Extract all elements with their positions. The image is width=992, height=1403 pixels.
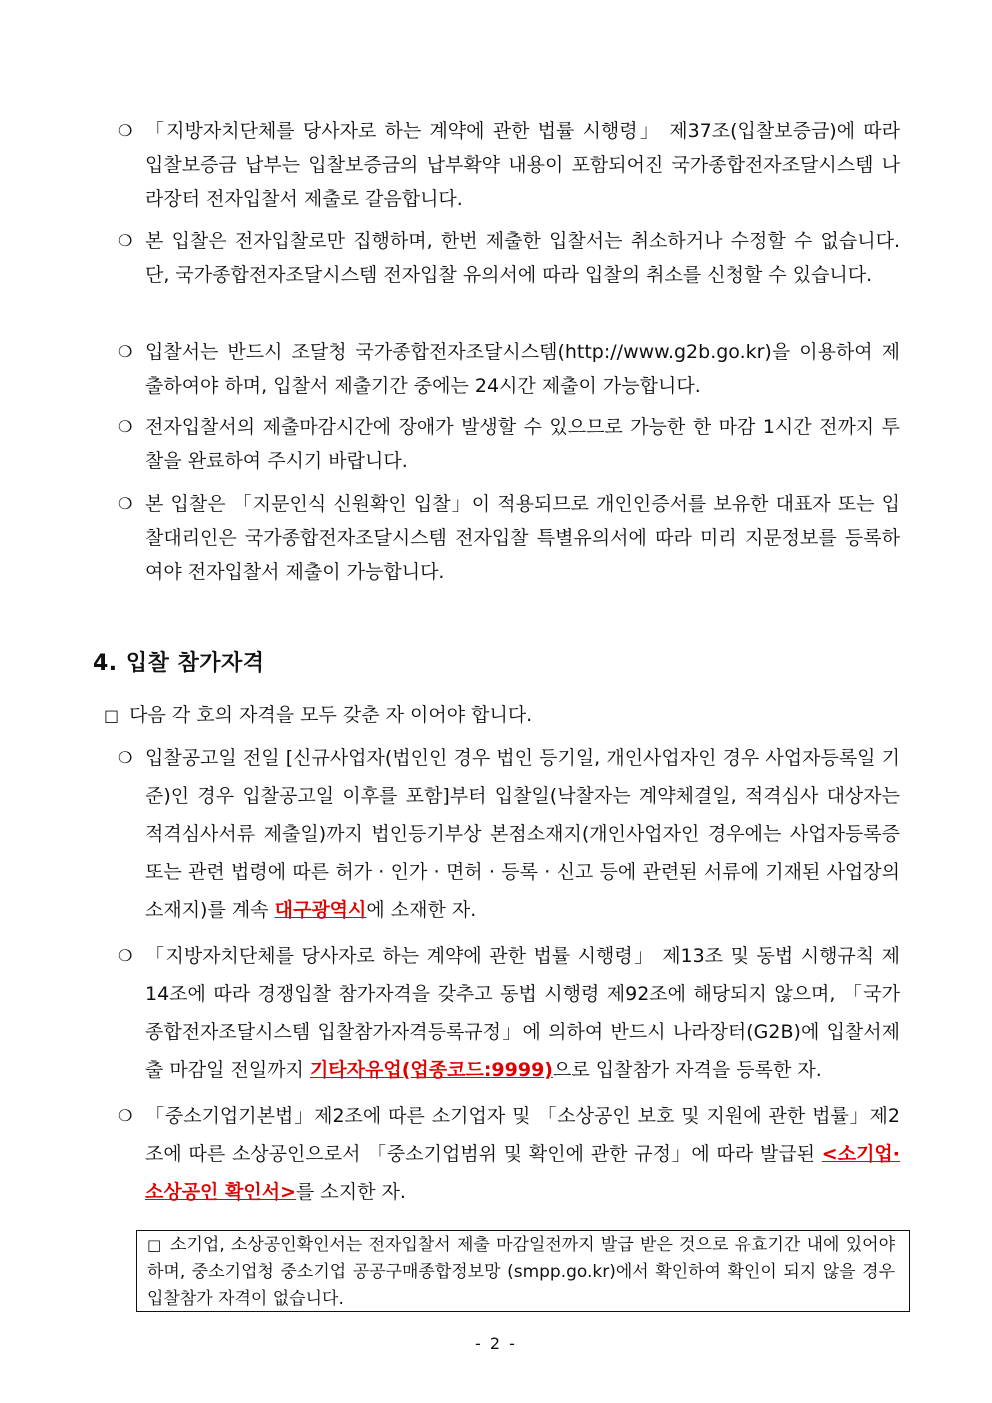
bullet-location-requirement [118,739,900,929]
circle-bullet-icon: ❍ [118,494,133,513]
bullet-electronic-only [118,224,900,292]
square-bullet-icon: □ [104,706,120,725]
circle-bullet-icon: ❍ [118,417,133,436]
note-box [136,1230,910,1312]
bullet-text: 「지방자치단체를 당사자로 하는 계약에 관한 법률 시행령」 제13조 및 동법 시행규칙 제14조에 따라 경쟁입찰 참가자격을 갖추고 동법 시행령 제92조에 해당되지 않으며, 「국가종합전자조달시스템 입찰참가자격등록규정」에 의하여 반드시 나라장터(G2B)에 입찰서제출 마감일 전일까지 기타자유업(업종코드:9999)으로 입찰참가 자격을 등록한 자. [145,945,900,1081]
circle-bullet-icon: ❍ [118,121,133,140]
bullet-text: 전자입찰서의 제출마감시간에 장애가 발생할 수 있으므로 가능한 한 마감 1시간 전까지 투찰을 완료하여 주시기 바랍니다. [145,416,900,472]
bullet-fingerprint [118,487,900,589]
section-heading: 4. 입찰 참가자격 [93,651,265,676]
bullet-text: 본 입찰은 전자입찰로만 집행하며, 한번 제출한 입찰서는 취소하거나 수정할 수 없습니다. 단, 국가종합전자조달시스템 전자입찰 유의서에 따라 입찰의 취소를 신청할 수 있습니다. [145,230,900,286]
bullet-text: 「중소기업기본법」제2조에 따른 소기업자 및 「소상공인 보호 및 지원에 관한 법률」제2조에 따른 소상공인으로서 「중소기업범위 및 확인에 관한 규정」에 따라 발급된 <소기업·소상공인 확인서>를 소지한 자. [145,1105,900,1203]
circle-bullet-icon: ❍ [118,946,133,965]
highlight-certificate: <소기업·소상공인 확인서> [145,1143,900,1203]
page-number: - 2 - [475,1334,517,1353]
square-bullet-icon: □ [147,1236,163,1254]
circle-bullet-icon: ❍ [118,231,133,250]
circle-bullet-icon: ❍ [118,1106,133,1125]
circle-bullet-icon: ❍ [118,342,133,361]
section-intro [104,698,532,733]
bullet-text: 본 입찰은 「지문인식 신원확인 입찰」이 적용되므로 개인인증서를 보유한 대표자 또는 입찰대리인은 국가종합전자조달시스템 전자입찰 특별유의서에 따라 미리 지문정보를 등록하여야 전자입찰서 제출이 가능합니다. [145,493,900,583]
bullet-text: 「지방자치단체를 당사자로 하는 계약에 관한 법률 시행령」 제37조(입찰보증금)에 따라 입찰보증금 납부는 입찰보증금의 납부확약 내용이 포함되어진 국가종합전자조달시스템 나라장터 전자입찰서 제출로 갈음합니다. [145,120,900,210]
bullet-small-business-requirement [118,1097,900,1211]
bullet-text: 입찰공고일 전일 [신규사업자(법인인 경우 법인 등기일, 개인사업자인 경우 사업자등록일 기준)인 경우 입찰공고일 이후를 포함]부터 입찰일(낙찰자는 계약체결일, 적격심사 대상자는 적격심사서류 제출일)까지 법인등기부상 본점소재지(개인사업자인 경우에는 사업자등록증 또는 관련 법령에 따른 허가 · 인가 · 면허 · 등록 · 신고 등에 관련된 서류에 기재된 사업장의 소재지)를 계속 대구광역시에 소재한 자. [145,747,900,921]
bullet-bid-deposit [118,114,900,216]
circle-bullet-icon: ❍ [118,748,133,767]
note-text: 소기업, 소상공인확인서는 전자입찰서 제출 마감일전까지 발급 받은 것으로 유효기간 내에 있어야 하며, 중소기업청 중소기업 공공구매종합정보망 (smpp.go.kr)에서 확인하여 확인이 되지 않을 경우 입찰참가 자격이 없습니다. [147,1235,895,1309]
highlight-region: 대구광역시 [274,899,367,921]
bullet-submission-site [118,335,900,403]
bullet-registration-requirement [118,937,900,1089]
bullet-deadline-advice [118,410,900,478]
highlight-industry-code: 기타자유업(업종코드:9999) [309,1059,553,1081]
bullet-text: 입찰서는 반드시 조달청 국가종합전자조달시스템(http://www.g2b.go.kr)을 이용하여 제출하여야 하며, 입찰서 제출기간 중에는 24시간 제출이 가능합니다. [145,341,900,397]
intro-text: 다음 각 호의 자격을 모두 갖춘 자 이어야 합니다. [129,704,533,726]
